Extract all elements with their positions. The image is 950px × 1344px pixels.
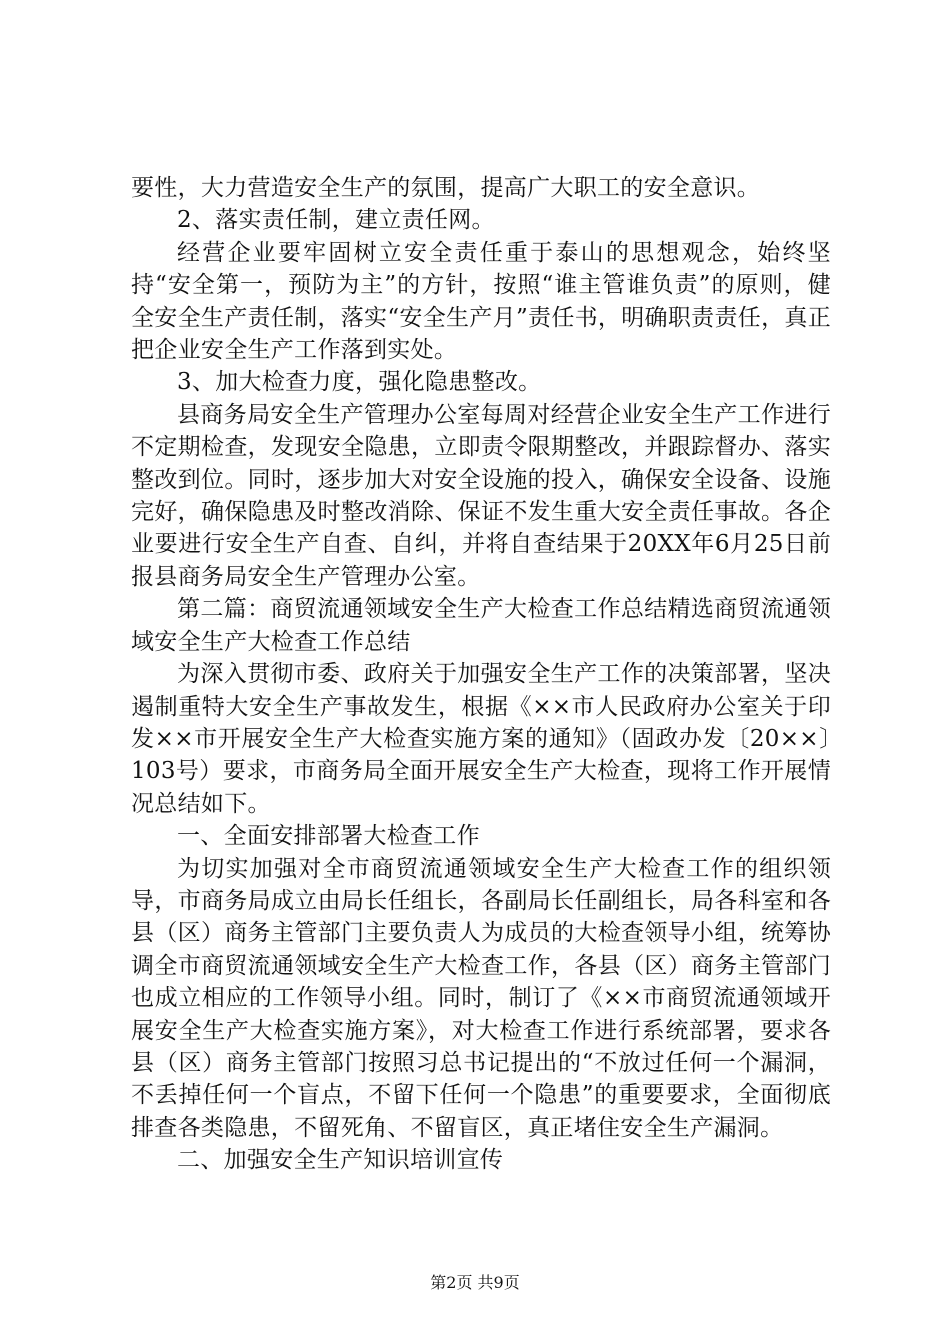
section-heading-3: 3、加大检查力度，强化隐患整改。 <box>177 369 542 396</box>
section-heading-2: 2、落实责任制，建立责任网。 <box>177 207 495 234</box>
paragraph: 经营企业要牢固树立安全责任重于泰山的思想观念，始终坚持“安全第一，预防为主”的方针，按照“谁主管谁负责”的原则，健全安全生产责任制，落实“安全生产月”责任书，明确职责责任，真正把企业安全生产工作落到实处。 <box>131 239 831 364</box>
page-number-footer: 第2页 共9页 <box>430 1273 520 1292</box>
section-heading-two: 二、加强安全生产知识培训宣传 <box>177 1147 504 1174</box>
paragraph: 为切实加强对全市商贸流通领域安全生产大检查工作的组织领导，市商务局成立由局长任组长，各副局长任副组长，局各科室和各县（区）商务主管部门主要负责人为成员的大检查领导小组，统筹协调全市商贸流通领域安全生产大检查工作，各县（区）商务主管部门也成立相应的工作领导小组。同时，制订了《××市商贸流通领域开展安全生产大检查实施方案》，对大检查工作进行系统部署，要求各县（区）商务主管部门按照习总书记提出的“不放过任何一个漏洞，不丢掉任何一个盲点，不留下任何一个隐患”的重要要求，全面彻底排查各类隐患，不留死角、不留盲区，真正堵住安全生产漏洞。 <box>131 855 831 1141</box>
paragraph: 县商务局安全生产管理办公室每周对经营企业安全生产工作进行不定期检查，发现安全隐患，立即责令限期整改，并跟踪督办、落实整改到位。同时，逐步加大对安全设施的投入，确保安全设备、设施完好，确保隐患及时整改消除、保证不发生重大安全责任事故。各企业要进行安全生产自查、自纠，并将自查结果于20XX年6月25日前报县商务局安全生产管理办公室。 <box>131 401 831 590</box>
paragraph-continuation: 要性，大力营造安全生产的氛围，提高广大职工的安全意识。 <box>131 175 761 201</box>
chapter-title: 第二篇：商贸流通领域安全生产大检查工作总结精选商贸流通领域安全生产大检查工作总结 <box>131 596 831 655</box>
paragraph: 为深入贯彻市委、政府关于加强安全生产工作的决策部署，坚决遏制重特大安全生产事故发生，根据《××市人民政府办公室关于印发××市开展安全生产大检查实施方案的通知》（固政办发〔20××〕103号）要求，市商务局全面开展安全生产大检查，现将工作开展情况总结如下。 <box>131 661 831 817</box>
section-heading-one: 一、全面安排部署大检查工作 <box>177 823 480 850</box>
document-body <box>131 172 831 1177</box>
